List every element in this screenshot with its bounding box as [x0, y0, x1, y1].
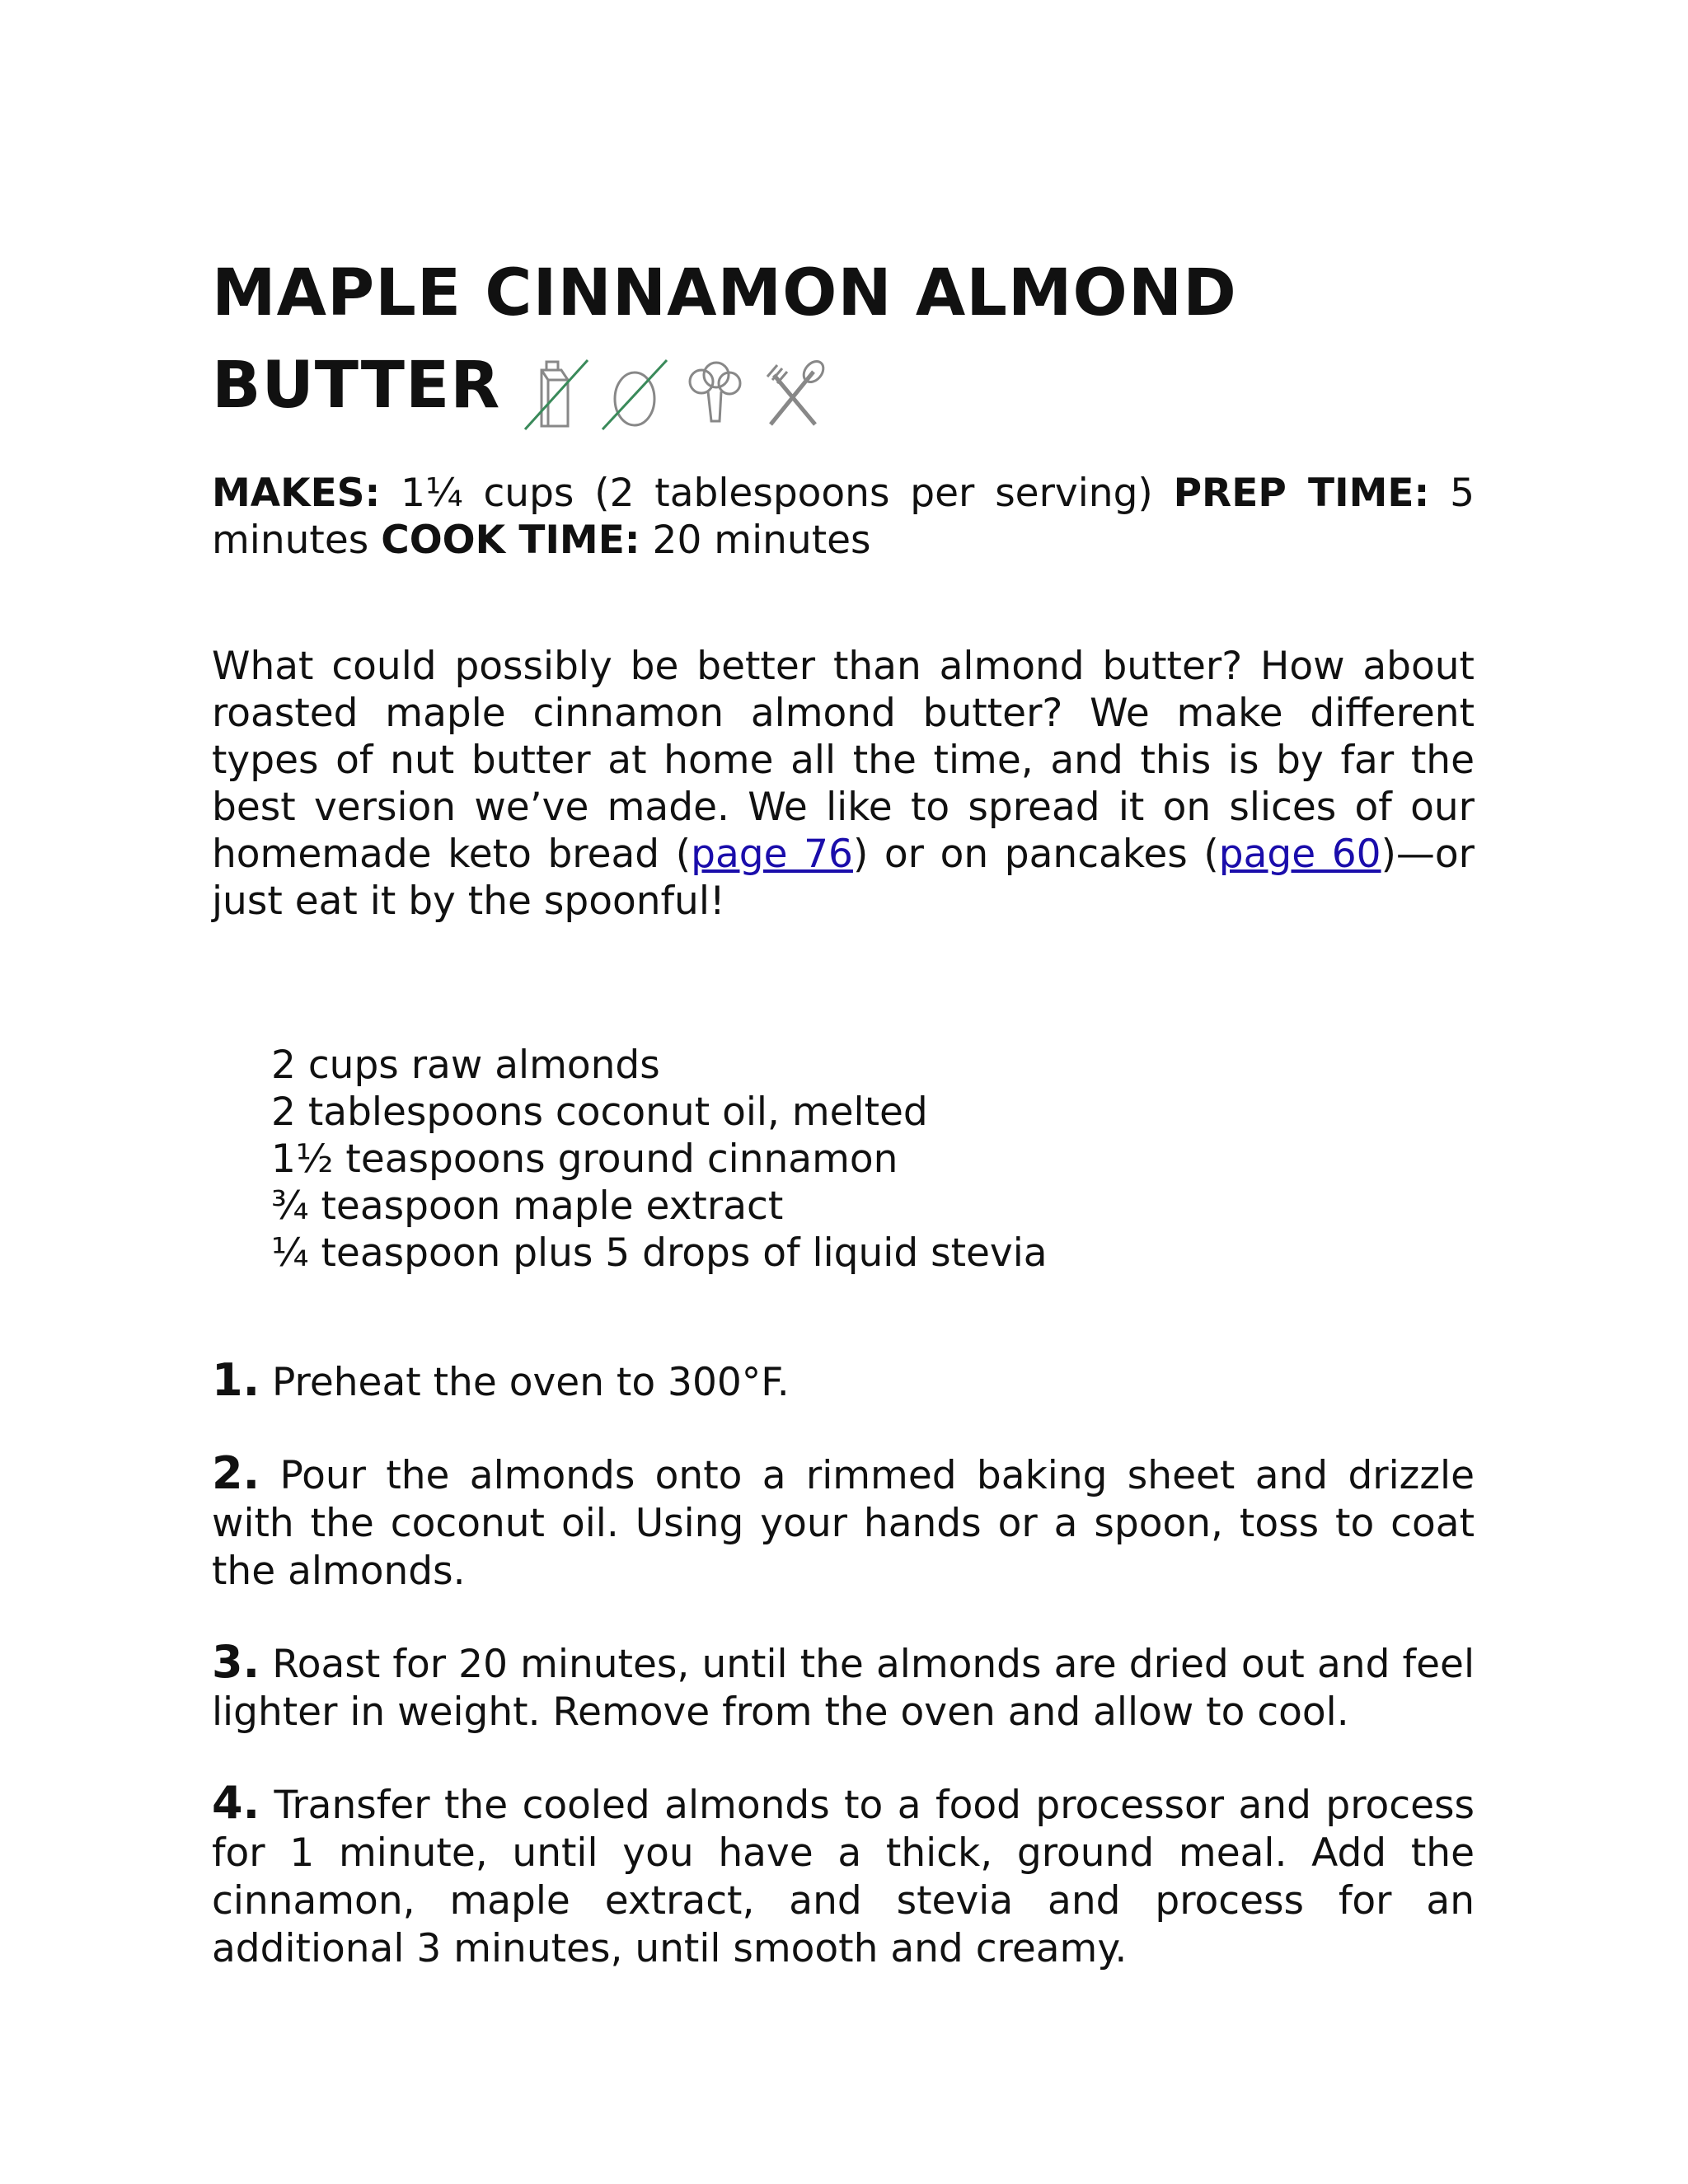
- step-text: Pour the almonds onto a rimmed baking sheet and drizzle with the coconut oil. Using your hands or a spoon, toss to coat the almonds.: [212, 1453, 1475, 1594]
- step-item: [212, 1447, 1475, 1596]
- cook-value: 20 minutes: [640, 518, 871, 563]
- step-text: Transfer the cooled almonds to a food processor and process for 1 minute, until you have a thick, ground meal. Add the cinnamon, maple extract, and stevia and process for an additional 3 minutes, until smooth and creamy.: [212, 1783, 1475, 1971]
- ingredient-item: ¼ teaspoon plus 5 drops of liquid stevia: [271, 1230, 1048, 1276]
- ingredient-item: 2 tablespoons coconut oil, melted: [271, 1090, 928, 1135]
- step-item: [212, 1779, 1475, 1973]
- title-line-2-text: BUTTER: [212, 349, 501, 423]
- title-line-2: [212, 340, 1475, 437]
- utensils-icon: [756, 354, 830, 436]
- ingredient-item: 2 cups raw almonds: [271, 1043, 660, 1088]
- title-line-1: MAPLE CINNAMON ALMOND: [212, 256, 1237, 330]
- step-number: 4.: [212, 1777, 260, 1829]
- ingredient-item: 1½ teaspoons ground cinnamon: [271, 1137, 898, 1182]
- egg-free-icon: [598, 354, 672, 436]
- vegetarian-icon: [677, 354, 751, 436]
- intro-text-3: )—or just eat it by the spoonful!: [212, 832, 1475, 924]
- recipe-intro: [212, 643, 1475, 925]
- recipe-title: [212, 247, 1475, 437]
- step-list: [212, 1354, 1475, 2016]
- cook-label: COOK TIME:: [381, 518, 640, 563]
- pancakes-link[interactable]: page 60: [1218, 832, 1381, 877]
- step-item: [212, 1354, 1475, 1407]
- ingredient-list: [271, 1042, 1048, 1277]
- prep-value: 5 minutes: [212, 471, 1475, 563]
- step-number: 2.: [212, 1447, 260, 1499]
- step-item: [212, 1638, 1475, 1736]
- step-number: 3.: [212, 1636, 260, 1688]
- prep-label: PREP TIME:: [1173, 471, 1430, 516]
- makes-value: 1¼ cups (2 tablespoons per serving): [380, 471, 1174, 516]
- diet-icon-row: [518, 344, 835, 437]
- keto-bread-link[interactable]: page 76: [691, 832, 853, 877]
- intro-text-2: ) or on pancakes (: [852, 832, 1219, 877]
- step-text: Preheat the oven to 300°F.: [260, 1360, 790, 1405]
- step-text: Roast for 20 minutes, until the almonds are dried out and feel lighter in weight. Remove from the oven and allow to cool.: [212, 1642, 1475, 1735]
- dairy-free-icon: [518, 354, 593, 436]
- step-number: 1.: [212, 1354, 260, 1406]
- makes-label: MAKES:: [212, 471, 381, 516]
- recipe-meta: [212, 470, 1475, 564]
- ingredient-item: ¾ teaspoon maple extract: [271, 1183, 784, 1229]
- intro-text-1: What could possibly be better than almond butter? How about roasted maple cinnamon almond butter? We make different types of nut butter at home all the time, and this is by far the best version we’ve made. We like to spread it on slices of our homemade keto bread (: [212, 644, 1475, 877]
